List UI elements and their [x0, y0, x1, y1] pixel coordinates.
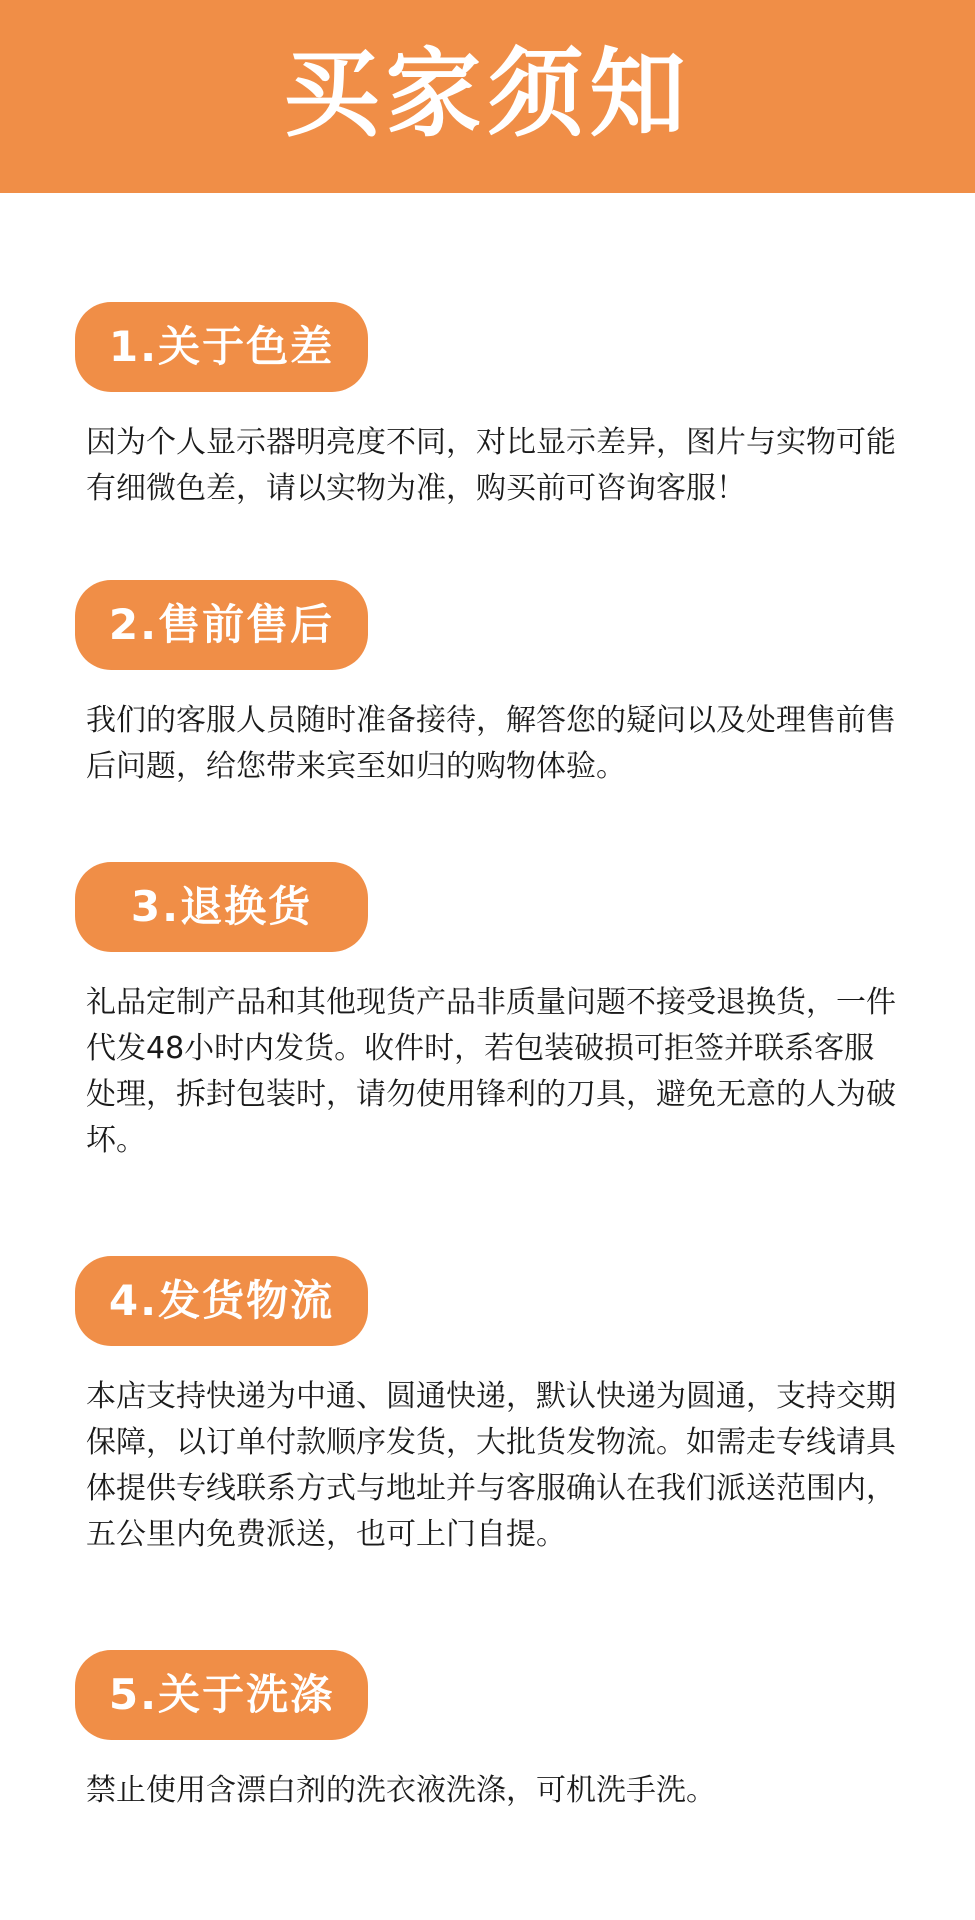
section-body-text: 禁止使用含漂白剂的洗衣液洗涤，可机洗手洗。 — [86, 1773, 716, 1808]
section-heading: 2.售前售后 — [108, 600, 335, 649]
section-heading-badge — [75, 1650, 368, 1740]
page-title: 买家须知 — [283, 37, 692, 150]
section-heading-badge — [75, 580, 368, 670]
section-body-text: 本店支持快递为中通、圆通快递，默认快递为圆通，支持交期保障，以订单付款顺序发货，大批货发物流。如需走专线请具体提供专线联系方式与地址并与客服确认在我们派送范围内，五公里内免费派送，也可上门自提。 — [86, 1379, 896, 1552]
section-heading-badge — [75, 1256, 368, 1346]
section-heading-badge — [75, 862, 368, 952]
header-banner — [0, 0, 975, 193]
section-heading: 4.发货物流 — [108, 1276, 335, 1325]
section-body-text: 因为个人显示器明亮度不同，对比显示差异，图片与实物可能有细微色差，请以实物为准，购买前可咨询客服！ — [86, 425, 896, 506]
section-heading-badge — [75, 302, 368, 392]
section-heading: 1.关于色差 — [108, 322, 335, 371]
section-body-text: 我们的客服人员随时准备接待，解答您的疑问以及处理售前售后问题，给您带来宾至如归的购物体验。 — [86, 703, 896, 784]
section-body-text: 礼品定制产品和其他现货产品非质量问题不接受退换货，一件代发48小时内发货。收件时，若包装破损可拒签并联系客服处理，拆封包装时，请勿使用锋利的刀具，避免无意的人为破坏。 — [86, 985, 896, 1158]
section-heading: 5.关于洗涤 — [108, 1670, 335, 1719]
section-heading: 3.退换货 — [130, 882, 313, 931]
